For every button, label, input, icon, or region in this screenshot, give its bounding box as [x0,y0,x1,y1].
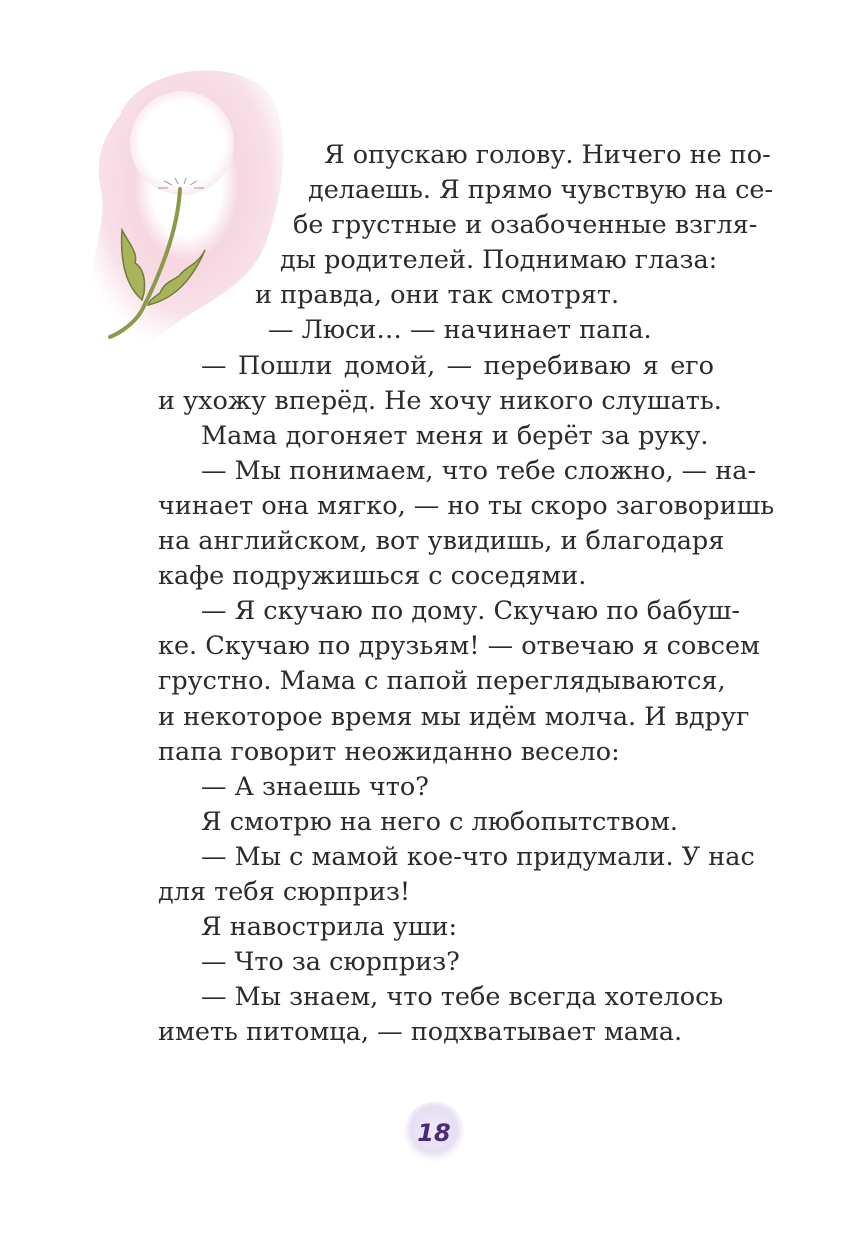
text-line: Мама догоняет меня и берёт за руку. [201,420,709,451]
text-line: грустно. Мама с папой переглядываются, [158,666,726,697]
text-line: чинает она мягко, — но ты скоро заговоришь [158,490,775,521]
text-line: — А знаешь что? [201,771,429,802]
text-line: для тебя сюрприз! [158,876,411,907]
text-line: — Мы с мамой кое-что придумали. У нас [201,841,755,872]
text-line: иметь питомца, — подхватывает мама. [158,1017,683,1048]
page-number: 18 [417,1119,451,1147]
text-line: на английском, вот увидишь, и благодаря [158,526,725,557]
text-line: — Мы знаем, что тебе всегда хотелось [201,982,724,1013]
text-line: — Я скучаю по дому. Скучаю по бабуш- [201,596,740,627]
text-line: папа говорит неожиданно весело: [158,736,620,767]
text-line: Я навострила уши: [201,912,458,943]
page-number-badge [399,1098,469,1168]
text-line: ке. Скучаю по друзьям! — отвечаю я совсем [158,631,760,662]
text-line: и ухожу вперёд. Не хочу никого слушать. [158,385,722,416]
text-line: бе грустные и озабоченные взгля- [293,210,758,241]
text-line: делаешь. Я прямо чувствую на се- [308,175,774,206]
text-line: — Пошли домой, — перебиваю я его [201,350,714,381]
text-line: — Люси… — начинает папа. [268,315,652,346]
text-line: Я опускаю голову. Ничего не по- [324,140,771,170]
text-line: — Что за сюрприз? [201,947,460,978]
text-line: кафе подружишься с соседями. [158,561,587,592]
text-line: ды родителей. Поднимаю глаза: [280,245,718,276]
text-line: и правда, они так смотрят. [255,280,620,311]
text-line: — Мы понимаем, что тебе сложно, — на- [201,455,757,486]
text-line: Я смотрю на него с любопытством. [201,806,679,837]
body-text [158,138,775,1050]
text-line: и некоторое время мы идём молча. И вдруг [158,701,750,732]
